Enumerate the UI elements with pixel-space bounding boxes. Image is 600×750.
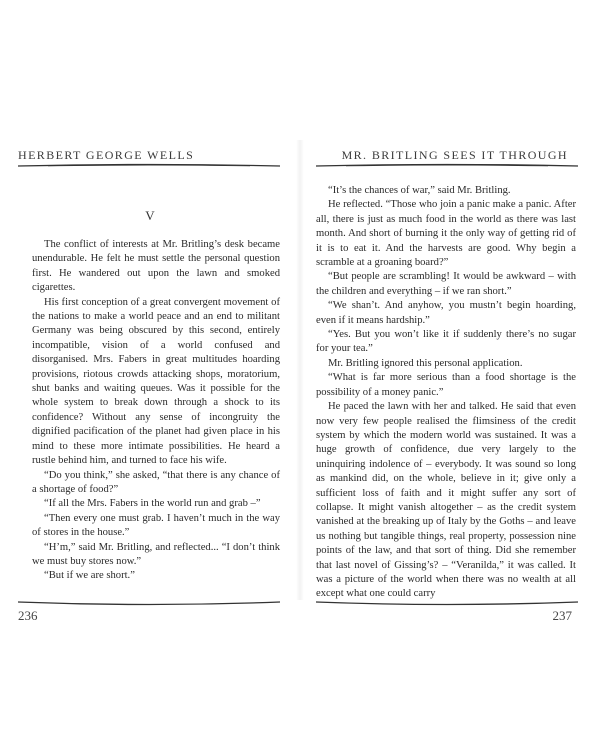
right-running-head: MR. BRITLING SEES IT THROUGH — [341, 148, 568, 162]
paragraph: He reflected. “Those who join a panic make a panic. After all, there is just as much food in the world as there was last month. And short of burning it the only way of getting rid of it is to eat it. And the harvests are good. Why begin a scramble at a groaning board?” — [316, 199, 576, 269]
right-page — [300, 0, 600, 750]
paragraph: “We shan’t. And anyhow, you mustn’t begin hoarding, even if it means hardship.” — [316, 300, 576, 326]
paragraph: Mr. Britling ignored this personal application. — [328, 357, 523, 369]
right-body-text — [316, 184, 576, 602]
left-running-head: HERBERT GEORGE WELLS — [18, 148, 195, 162]
left-body-text — [32, 238, 280, 584]
paragraph: “Yes. But you won’t like it if suddenly there’s no sugar for your tea.” — [316, 329, 576, 355]
paragraph: “Do you think,” she asked, “that there is any chance of a shortage of food?” — [32, 469, 280, 495]
paragraph: “But people are scrambling! It would be awkward – with the children and everything – if we ran short.” — [316, 271, 576, 297]
paragraph: The conflict of interests at Mr. Britling’s desk became unendurable. He felt he must settle the personal question first. He wandered out upon the lawn and smoked cigarettes. — [32, 239, 280, 294]
paragraph: “But if we are short.” — [44, 570, 135, 582]
right-page-number: 237 — [552, 608, 572, 623]
paragraph: “If all the Mrs. Fabers in the world run and grab –” — [44, 498, 261, 510]
paragraph: “What is far more serious than a food shortage is the possibility of a money panic.” — [316, 372, 576, 398]
right-header-rule — [316, 160, 578, 172]
left-footer-rule — [18, 598, 280, 610]
left-header-rule — [18, 160, 280, 172]
paragraph: His first conception of a great convergent movement of the nations to make a world peace and an end to militant Germany was being obscured by this second, entirely incompatible, vision of a world confused and disorganised. Mrs. Fabers in great multitudes hoarding provisions, riotous crowds attacking shops, moratorium, shut banks and waiting queues. Was it possible for the whole system to break down through a shock to its confidence? Without any sense of incongruity the dignified pacification of the planet had given place in his mind to these more intimate possibilities. He heard a rustle behind him, and turned to face his wife. — [32, 296, 280, 467]
paragraph: He paced the lawn with her and talked. He said that even now very few people realised the flimsiness of the credit system by which the modern world was sustained. It was a huge growth of confidence, due very largely to the uninquiring indolence of – everybody. It was sound so long as mankind did, on the whole, believe in it; give only a sufficient loss of faith and it might suffer any sort of collapse. It might vanish altogether – as the credit system vanished at the breaking up of Italy by the Goths – and leave us nothing but tangible things, real property, possession nine points of the law, and that sort of thing. Did she remember that last novel of Gissing’s? – “Veranilda,” it was called. It was a picture of the world when there was no wealth at all except what one could carry — [316, 401, 576, 600]
paragraph: “H’m,” said Mr. Britling, and reflected... “I don’t think we must buy stores now.” — [32, 541, 280, 567]
left-page-number: 236 — [18, 608, 38, 623]
paragraph: “Then every one must grab. I haven’t much in the way of stores in the house.” — [32, 512, 280, 539]
right-footer-rule — [316, 598, 578, 610]
chapter-number: V — [145, 208, 155, 223]
paragraph: “It’s the chances of war,” said Mr. Britling. — [328, 185, 511, 196]
